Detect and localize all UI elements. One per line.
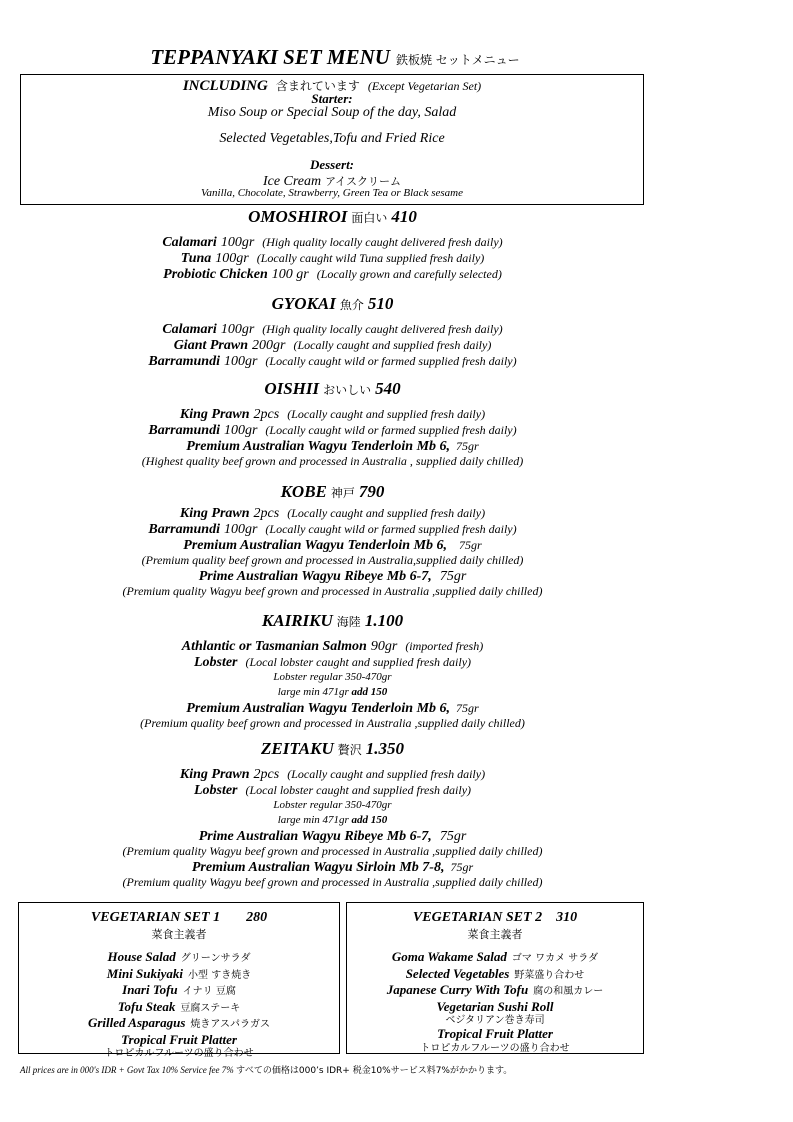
section-kobe: [0, 482, 665, 599]
section-header: [0, 379, 665, 399]
section-omoshiroi: [0, 207, 665, 282]
lobster-large: large min 471gr add 150: [277, 814, 388, 826]
section-header: [0, 611, 665, 631]
section-name: OMOSHIROI: [248, 207, 348, 226]
dessert-label: Dessert:: [309, 157, 355, 172]
section-header: [0, 207, 665, 227]
menu-item: King Prawn 2pcs (Locally caught and supplied fresh daily): [179, 407, 486, 422]
selected-vegetables: Selected Vegetables,Tofu and Fried Rice: [219, 131, 445, 146]
veg-subtitle: 菜食主義者: [467, 928, 523, 941]
section-jp: 魚介: [339, 298, 364, 312]
menu-item: Premium Australian Wagyu Tenderloin Mb 6, 75gr: [183, 538, 482, 553]
section-header: [0, 294, 665, 314]
section-oishii: [0, 379, 665, 469]
section-price: 510: [367, 294, 394, 313]
item-note: (Premium quality Wagyu beef grown and processed in Australia ,supplied daily chilled): [122, 844, 543, 858]
section-name: ZEITAKU: [260, 739, 334, 758]
menu-item: Probiotic Chicken 100 gr (Locally grown and carefully selected): [163, 267, 502, 282]
veg-item: Tropical Fruit Platter: [437, 1026, 553, 1041]
section-name: KOBE: [280, 482, 327, 501]
menu-item: Calamari 100gr (High quality locally caught delivered fresh daily): [162, 322, 503, 337]
section-jp: 贅沢: [337, 743, 362, 757]
menu-item: Prime Australian Wagyu Ribeye Mb 6-7, 75gr: [198, 829, 467, 844]
section-header: [0, 482, 665, 502]
section-jp: 面白い: [351, 211, 388, 225]
menu-item: Premium Australian Wagyu Tenderloin Mb 6, 75gr: [186, 701, 479, 716]
veg-subtitle: 菜食主義者: [151, 928, 207, 941]
menu-item: Barramundi 100gr (Locally caught wild or farmed supplied fresh daily): [148, 522, 517, 537]
lobster-regular: Lobster regular 350-470gr: [273, 671, 392, 683]
veg-item: Tropical Fruit Platter: [121, 1031, 237, 1047]
veg-item: Mini Sukiyaki 小型 すき焼き: [106, 965, 252, 981]
veg-item: Inari Tofu イナリ 豆腐: [122, 982, 236, 997]
dessert-jp: アイスクリーム: [325, 175, 402, 188]
menu-item: Barramundi 100gr (Locally caught wild or farmed supplied fresh daily): [148, 423, 517, 438]
title-jp: 鉄板焼 セットメニュー: [395, 53, 520, 67]
starter-label: Starter:: [311, 91, 353, 106]
section-zeitaku: [0, 739, 665, 890]
page-title: [0, 45, 670, 70]
footnote-jp: すべての価格は000’s IDR+ 税金10%サービス料7%がかかります。: [236, 1066, 513, 1076]
menu-item: Athlantic or Tasmanian Salmon 90gr (imported fresh): [181, 639, 484, 654]
veg-item: Japanese Curry With Tofu 腐の和風カレー: [386, 982, 604, 997]
including-label: INCLUDING: [182, 78, 268, 94]
veg-item: House Salad グリーンサラダ: [107, 949, 251, 964]
veg-item: Vegetarian Sushi Roll: [436, 998, 554, 1014]
item-note: (Premium quality beef grown and processed in Australia,supplied daily chilled): [141, 553, 524, 567]
menu-item: Giant Prawn 200gr (Locally caught and supplied fresh daily): [173, 338, 492, 353]
veg-item-jp: トロピカルフルーツの盛り合わせ: [104, 1048, 254, 1059]
item-note: (Premium quality beef grown and processed in Australia ,supplied daily chilled): [140, 716, 525, 730]
lobster-large: large min 471gr add 150: [277, 686, 388, 698]
menu-item: Lobster (Local lobster caught and supplied fresh daily): [193, 655, 472, 670]
vegetarian-set-1: [18, 902, 340, 1059]
lobster-regular: Lobster regular 350-470gr: [273, 799, 392, 811]
menu-item: Prime Australian Wagyu Ribeye Mb 6-7, 75gr: [198, 569, 467, 584]
section-price: 410: [391, 207, 417, 226]
section-price: 1.350: [365, 739, 404, 758]
including-label-jp: 含まれています: [275, 79, 360, 93]
section-header: [0, 739, 665, 759]
including-box: [20, 74, 644, 205]
section-gyokai: [0, 294, 665, 369]
veg-header: VEGETARIAN SET 2 310: [412, 910, 578, 925]
menu-item: Premium Australian Wagyu Sirloin Mb 7-8, 75gr: [191, 860, 474, 875]
price-footnote: [20, 1063, 512, 1076]
dessert-flavors: Vanilla, Chocolate, Strawberry, Green Tea or Black sesame: [201, 187, 463, 199]
including-exception: (Except Vegetarian Set): [367, 79, 482, 93]
dessert-text: Ice Cream: [262, 174, 322, 189]
menu-item: Barramundi 100gr (Locally caught wild or farmed supplied fresh daily): [148, 354, 517, 369]
menu-item: Tuna 100gr (Locally caught wild Tuna supplied fresh daily): [180, 251, 485, 266]
menu-item: King Prawn 2pcs (Locally caught and supplied fresh daily): [179, 506, 486, 521]
vegetarian-set-2: [346, 902, 644, 1054]
section-jp: 神戸: [330, 486, 355, 500]
veg-item-jp: トロピカルフルーツの盛り合わせ: [420, 1042, 570, 1054]
section-kairiku: [0, 611, 665, 731]
starter-text: Miso Soup or Special Soup of the day, Salad: [207, 105, 457, 120]
section-name: KAIRIKU: [261, 611, 333, 630]
item-note: (Premium quality Wagyu beef grown and processed in Australia ,supplied daily chilled): [122, 584, 543, 598]
veg-item: Tofu Steak 豆腐ステーキ: [117, 998, 241, 1014]
veg-item-jp: ベジタリアン巻き寿司: [445, 1015, 545, 1026]
section-jp: おいしい: [323, 383, 372, 397]
veg-item: Goma Wakame Salad ゴマ ワカメ サラダ: [391, 949, 599, 964]
menu-item: Premium Australian Wagyu Tenderloin Mb 6, 75gr: [186, 439, 479, 454]
item-note: (Premium quality Wagyu beef grown and processed in Australia ,supplied daily chilled): [122, 875, 543, 889]
veg-header: VEGETARIAN SET 1 280: [90, 910, 268, 925]
section-name: GYOKAI: [271, 294, 336, 313]
section-jp: 海陸: [336, 615, 361, 629]
menu-item: King Prawn 2pcs (Locally caught and supplied fresh daily): [179, 767, 486, 782]
section-price: 1.100: [364, 611, 404, 630]
footnote-en: All prices are in 000's IDR + Govt Tax 10% Service fee 7%: [20, 1065, 234, 1075]
section-price: 790: [358, 482, 385, 501]
section-name: OISHII: [264, 379, 320, 398]
veg-item: Grilled Asparagus 焼きアスパラガス: [87, 1015, 270, 1030]
menu-item: Lobster (Local lobster caught and supplied fresh daily): [193, 783, 472, 798]
section-price: 540: [375, 379, 401, 398]
item-note: (Highest quality beef grown and processed in Australia , supplied daily chilled): [141, 454, 524, 468]
veg-item: Selected Vegetables 野菜盛り合わせ: [405, 965, 585, 981]
title-en: TEPPANYAKI SET MENU: [150, 45, 390, 69]
menu-item: Calamari 100gr (High quality locally caught delivered fresh daily): [162, 235, 503, 250]
